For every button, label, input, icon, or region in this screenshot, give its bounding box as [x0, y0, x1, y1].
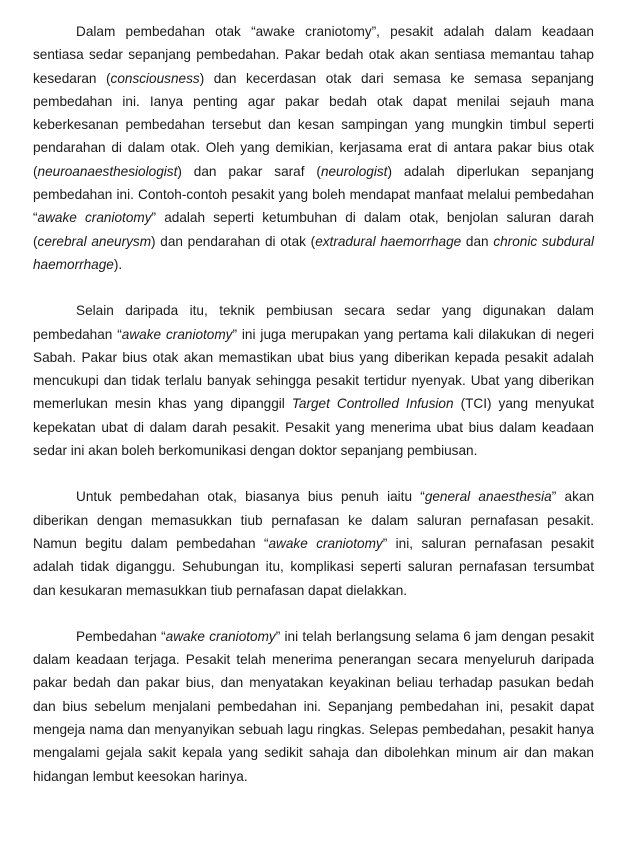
text-run: ) adalah diperlukan sepanjang pembedahan ini. Contoh-contoh pesakit yang boleh mendapat manfaat melalui pembedahan “ [33, 163, 594, 226]
italic-term: consciousness [110, 70, 200, 86]
italic-term: neuroanaesthesiologist [37, 163, 178, 179]
italic-term: awake craniotomy [165, 628, 276, 644]
text-run: ” ini juga merupakan yang pertama kali dilakukan di negeri Sabah. Pakar bius otak akan memastikan ubat bius yang diberikan kepada pesakit adalah mencukupi dan tidak terlalu banyak sehingga pesakit tertidur nyenyak. Ubat yang diberikan memerlukan mesin khas yang dipanggil [33, 326, 594, 412]
italic-term: cerebral aneurysm [37, 233, 152, 249]
paragraph-1 [33, 20, 594, 276]
paragraph-2 [33, 299, 594, 462]
italic-term: general anaesthesia [424, 489, 552, 505]
text-run: ” adalah seperti ketumbuhan di dalam otak, benjolan saluran darah ( [33, 210, 594, 249]
text-run: dan [461, 233, 494, 249]
paragraph-4 [33, 625, 594, 788]
text-run: ” ini, saluran pernafasan pesakit adalah tidak diganggu. Sehubungan itu, komplikasi seperti saluran pernafasan tersumbat dan kesukaran memasukkan tiub pernafasan dapat dielakkan. [33, 535, 594, 598]
text-run: ” akan diberikan dengan memasukkan tiub pernafasan ke dalam saluran pernafasan pesakit. Namun begitu dalam pembedahan “ [33, 489, 595, 551]
text-run: Untuk pembedahan otak, biasanya bius penuh iaitu “ [76, 489, 425, 505]
document-body [33, 20, 594, 788]
italic-term: chronic subdural haemorrhage [33, 233, 595, 272]
text-run: ) dan kecerdasan otak dari semasa ke semasa sepanjang pembedahan ini. Ianya penting agar pakar bedah otak dapat menilai sejauh mana keberkesanan pembedahan tersebut dan kesan sampingan yang mungkin timbul seperti pendarahan di dalam otak. Oleh yang demikian, kerjasama erat di antara pakar bius otak ( [33, 70, 594, 179]
text-run: ) dan pendarahan di otak ( [151, 233, 316, 249]
italic-term: awake craniotomy [121, 326, 233, 342]
text-run: Dalam pembedahan otak “awake craniotomy”, pesakit adalah dalam keadaan sentiasa sedar sepanjang pembedahan. Pakar bedah otak akan sentiasa memantau tahap kesedaran ( [33, 24, 594, 86]
text-run: Selain daripada itu, teknik pembiusan secara sedar yang digunakan dalam pembedahan “ [33, 303, 594, 342]
italic-term: awake craniotomy [37, 210, 152, 226]
text-run: ” ini telah berlangsung selama 6 jam dengan pesakit dalam keadaan terjaga. Pesakit telah menerima penerangan secara menyeluruh daripada pakar bedah dan pakar bius, dan menyatakan keyakinan beliau terhadap pasukan bedah dan bius sebelum menjalani pembedahan ini. Sepanjang pembedahan ini, pesakit dapat mengeja nama dan menyanyikan sebuah lagu ringkas. Selepas pembedahan, pesakit hanya mengalami gejala sakit kepala yang sedikit sahaja dan dibolehkan minum air dan makan hidangan lembut keesokan harinya. [33, 628, 594, 784]
paragraph-3 [33, 485, 594, 601]
italic-term: neurologist [320, 163, 388, 179]
italic-term: Target Controlled Infusion [291, 396, 454, 412]
text-run: (TCI) yang menyukat kepekatan ubat di dalam darah pesakit. Pesakit yang menerima ubat bius dalam keadaan sedar ini akan boleh berkomunikasi dengan doktor sepanjang pembiusan. [33, 396, 594, 459]
text-run: Pembedahan “ [76, 628, 166, 644]
text-run: ) dan pakar saraf ( [177, 163, 321, 179]
italic-term: extradural haemorrhage [315, 233, 462, 249]
text-run: ). [113, 256, 123, 272]
italic-term: awake craniotomy [268, 535, 383, 551]
